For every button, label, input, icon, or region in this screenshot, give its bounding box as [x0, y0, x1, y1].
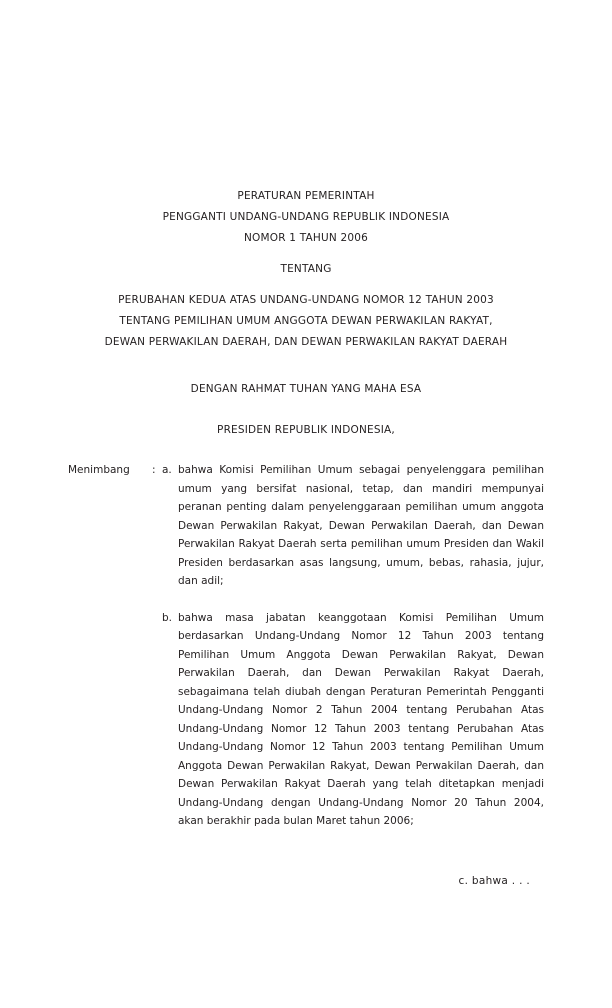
spacer	[68, 400, 544, 420]
spacer	[68, 249, 544, 259]
tentang-label: TENTANG	[280, 263, 332, 275]
header-line-2: PENGGANTI UNDANG-UNDANG REPUBLIK INDONESIA	[162, 211, 450, 223]
considering-colon: :	[152, 464, 156, 476]
considering-item-a	[68, 461, 544, 591]
blessing-line: DENGAN RAHMAT TUHAN YANG MAHA ESA	[190, 383, 422, 395]
considering-letter-a: a.	[162, 464, 172, 476]
authority-line: PRESIDEN REPUBLIK INDONESIA,	[217, 424, 395, 436]
page-continuation: c. bahwa . . .	[458, 874, 530, 887]
subject-line-1: PERUBAHAN KEDUA ATAS UNDANG-UNDANG NOMOR 12 TAHUN 2003	[118, 294, 494, 306]
subject-line-2: TENTANG PEMILIHAN UMUM ANGGOTA DEWAN PERWAKILAN RAKYAT,	[119, 315, 493, 327]
considering-text-a: bahwa Komisi Pemilihan Umum sebagai penyelenggara pemilihan umum yang bersifat nasional, tetap, dan mandiri mempunyai peranan penting dalam penyelenggaraan pemilihan umum anggota Dewan Perwakilan Rakyat, Dewan Perwakilan Daerah, dan Dewan Perwakilan Rakyat Daerah serta pemilihan umum Presiden dan Wakil Presiden berdasarkan asas langsung, umum, bebas, rahasia, jujur, dan adil;	[178, 464, 544, 587]
header-line-1: PERATURAN PEMERINTAH	[237, 190, 375, 202]
considering-label: Menimbang	[68, 464, 130, 476]
header-line-3: NOMOR 1 TAHUN 2006	[244, 232, 368, 244]
subject-line-3: DEWAN PERWAKILAN DAERAH, DAN DEWAN PERWAKILAN RAKYAT DAERAH	[104, 336, 508, 348]
spacer	[68, 353, 544, 379]
spacer	[68, 280, 544, 290]
document-header	[68, 186, 544, 249]
considering-item-b	[68, 609, 544, 831]
spacer	[68, 441, 544, 461]
considering-text-b: bahwa masa jabatan keanggotaan Komisi Pemilihan Umum berdasarkan Undang-Undang Nomor 12 Tahun 2003 tentang Pemilihan Umum Anggota Dewan Perwakilan Rakyat, Dewan Perwakilan Daerah, dan Dewan Perwakilan Rakyat Daerah, sebagaimana telah diubah dengan Peraturan Pemerintah Pengganti Undang-Undang Nomor 2 Tahun 2004 tentang Perubahan Atas Undang-Undang Nomor 12 Tahun 2003 tentang Perubahan Atas Undang-Undang Nomor 12 Tahun 2003 tentang Pemilihan Umum Anggota Dewan Perwakilan Rakyat, Dewan Perwakilan Daerah, dan Dewan Perwakilan Rakyat Daerah yang telah ditetapkan menjadi Undang-Undang dengan Undang-Undang Nomor 20 Tahun 2004, akan berakhir pada bulan Maret tahun 2006;	[178, 611, 544, 827]
document-subject	[68, 290, 544, 353]
considering-letter-b: b.	[162, 611, 173, 624]
